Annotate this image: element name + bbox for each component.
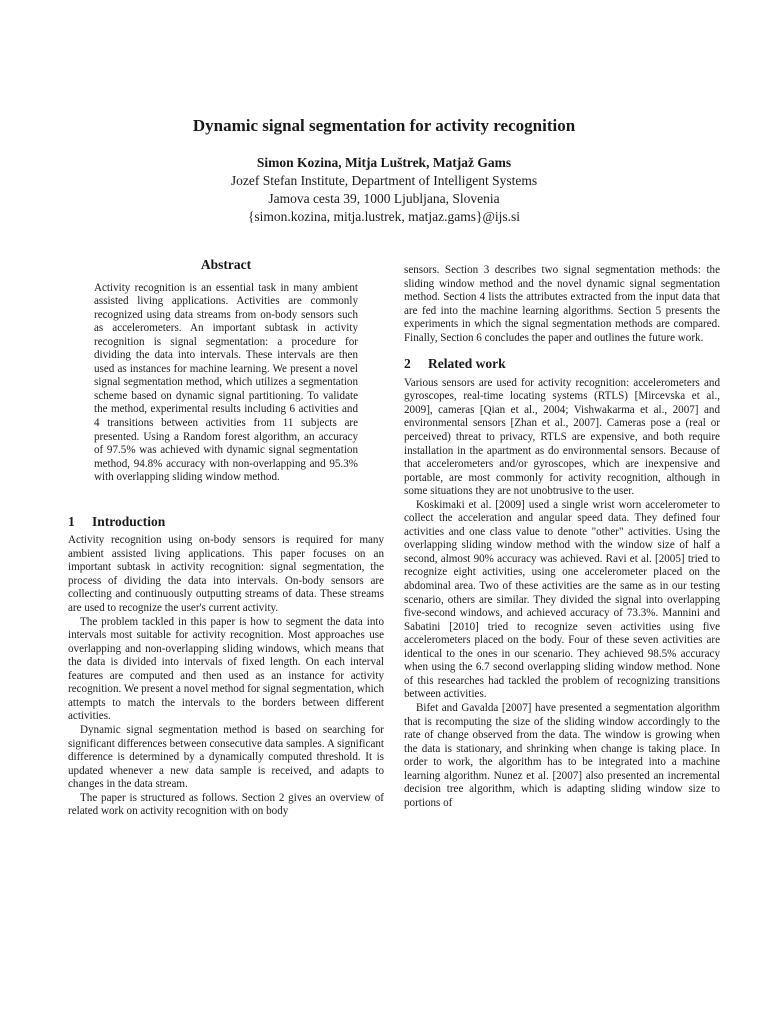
left-column <box>68 258 384 819</box>
section-title: Related work <box>428 356 506 372</box>
affiliation: Jozef Stefan Institute, Department of Intelligent Systems <box>230 173 538 188</box>
section-number: 2 <box>404 356 411 372</box>
paper-title: Dynamic signal segmentation for activity recognition <box>192 116 576 135</box>
paragraph: The paper is structured as follows. Section 2 gives an overview of related work on activity recognition with on body <box>68 791 384 818</box>
abstract-heading: Abstract <box>200 257 252 272</box>
section-title: Introduction <box>92 513 166 529</box>
address: Jamova cesta 39, 1000 Ljubljana, Slovenia <box>268 191 500 206</box>
paragraph: Koskimaki et al. [2009] used a single wrist worn accelerometer to collect the acceleration and angular speed data. They defined four activities and one class value to denote "other" activities. Using the overlapping sliding window method with the window size of half a second, almost 90% accuracy was achieved. Ravi et al. [2005] tried to recognize eight activities, using one accelerometer placed on the abdominal area. Two of these activities are the same as in our testing scenario, others are similar. They divided the signal into overlapping five-second windows, and achieved accuracy of 73.3%. Mannini and Sabatini [2010] tried to recognize seven activities using five accelerometers placed on the body. Four of these seven activities are identical to the ones in our scenario. They achieved 98.5% accuracy when using the 6.7 second overlapping sliding window method. None of this researches had tackled the problem of recognizing transitions between activities. <box>404 498 720 701</box>
section-number: 1 <box>68 513 75 529</box>
paragraph: The problem tackled in this paper is how to segment the data into intervals most suitable for activity recognition. Most approaches use overlapping and non-overlapping sliding windows, which means that the data is divided into intervals of fixed length. On each interval features are computed and then used as an instance for activity recognition. We present a novel method for signal segmentation, which attempts to match the intervals to the borders between different activities. <box>68 615 384 723</box>
email: {simon.kozina, mitja.lustrek, matjaz.gams}@ijs.si <box>247 209 521 224</box>
paragraph: Various sensors are used for activity recognition: accelerometers and gyroscopes, real-time locating systems (RTLS) [Mircevska et al., 2009], cameras [Qian et al., 2004; Vishwakarma et al., 2007] and environmental sensors [Zhan et al., 2007]. Cameras pose a (real or perceived) threat to privacy, RTLS are expensive, and both require installation in the apartment as do environmental sensors. Because of that accelerometers and/or gyroscopes, which are inexpensive and portable, are most commonly for activity recognition, although in some situations they are not unobtrusive to the user. <box>404 376 720 498</box>
author-block <box>0 154 768 226</box>
paragraph: Dynamic signal segmentation method is based on searching for significant differences between consecutive data samples. A significant difference is determined by a dynamically computed threshold. It is updated whenever a new data sample is received, and adapts to changes in the data stream. <box>68 723 384 791</box>
right-column <box>404 264 720 810</box>
author-names: Simon Kozina, Mitja Luštrek, Matjaž Gams <box>256 155 512 170</box>
paragraph: Bifet and Gavalda [2007] have presented a segmentation algorithm that is recomputing the size of the sliding window accordingly to the rate of change observed from the data. The window is growing when the data is stationary, and shrinking when change is taking place. In order to work, the algorithm has to be integrated into a machine learning algorithm. Nunez et al. [2007] also presented an incremental decision tree algorithm, which is adapting sliding window size to portions of <box>404 701 720 809</box>
abstract-text: Activity recognition is an essential task in many ambient assisted living applications. Activities are commonly recognized using data streams from on-body sensors such as accelerometers. An important subtask in activity recognition is signal segmentation: a procedure for dividing the data into intervals. These intervals are then used as instances for machine learning. We present a novel signal segmentation method, which utilizes a segmentation scheme based on dynamic signal partitioning. To validate the method, experimental results including 6 activities and 4 transitions between activities from 11 subjects are presented. Using a Random forest algorithm, an accuracy of 97.5% was achieved with dynamic signal segmentation method, 94.8% accuracy with non-overlapping and 95.3% with overlapping sliding window method. <box>94 281 358 484</box>
section-heading-related-work <box>404 357 720 371</box>
abstract-body <box>94 282 358 485</box>
section-heading-introduction <box>68 515 384 529</box>
paragraph: sensors. Section 3 describes two signal segmentation methods: the sliding window method and the novel dynamic signal segmentation method. Section 4 lists the attributes extracted from the input data that are fed into the machine learning algorithms. Section 5 presents the experiments in which the signal segmentation methods are compared. Finally, Section 6 concludes the paper and outlines the future work. <box>404 264 720 344</box>
paragraph: Activity recognition using on-body sensors is required for many ambient assisted living applications. This paper focuses on an important subtask in activity recognition: signal segmentation, the process of dividing the data into intervals. On-body sensors are collecting and continuously outputting streams of data. These streams are used to recognize the user's current activity. <box>68 534 384 615</box>
